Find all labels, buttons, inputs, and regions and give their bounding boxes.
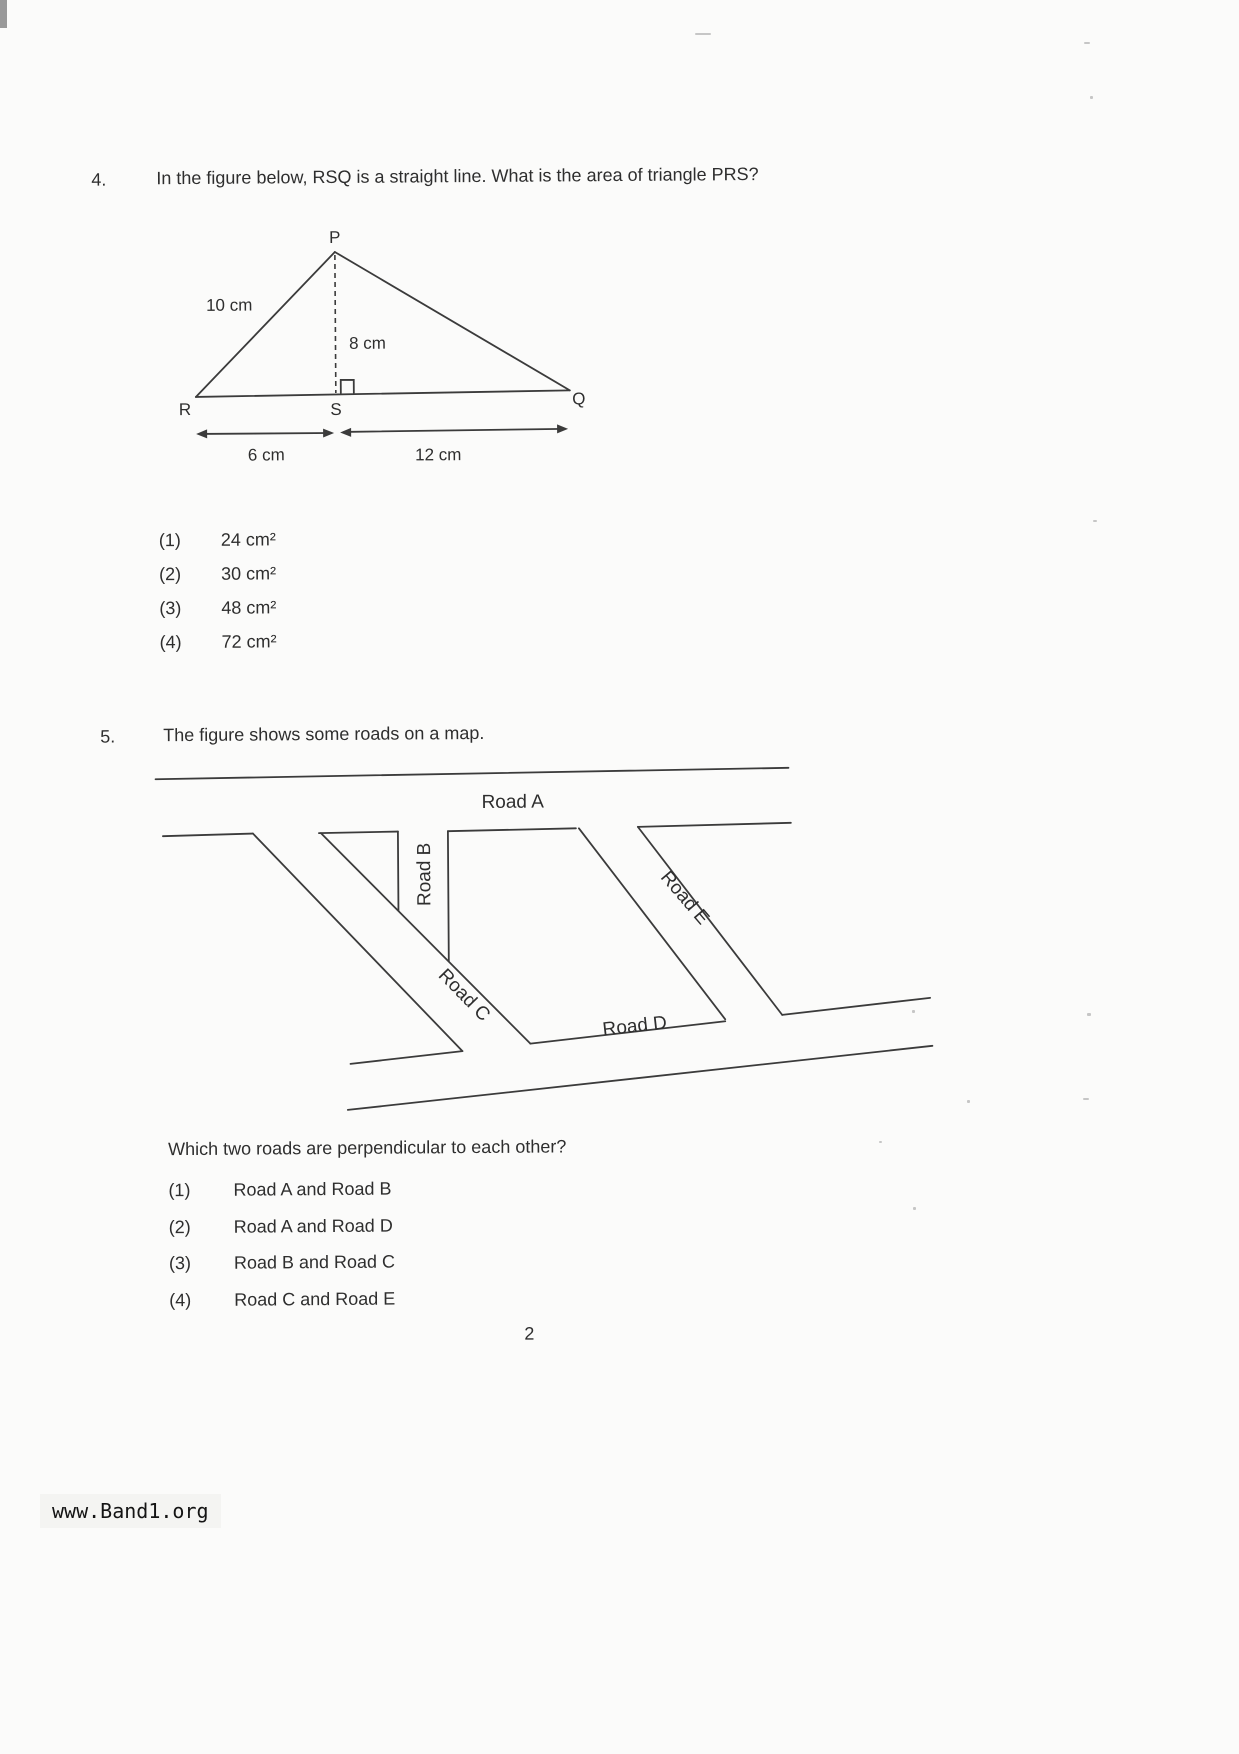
- option-number: (2): [168, 1216, 191, 1237]
- option-row: [169, 1215, 395, 1253]
- height-dashed-line: [335, 255, 336, 393]
- vertex-label-r: R: [178, 399, 192, 420]
- road-a-top-edge: [155, 768, 788, 779]
- option-number: (1): [158, 530, 181, 551]
- arrowhead-right-sq: [557, 424, 568, 433]
- road-c-label: Road C: [433, 964, 495, 1026]
- vertex-label-q: Q: [572, 389, 586, 409]
- arrowhead-left-sq: [340, 428, 351, 437]
- option-value: Road C and Road E: [234, 1288, 396, 1310]
- triangle-base-rq: [196, 390, 570, 397]
- road-d-upper-seg3: [782, 998, 930, 1015]
- road-d-lower-edge: [347, 1046, 932, 1110]
- question-5-intro: The figure shows some roads on a map.: [163, 722, 485, 746]
- triangle-figure: [137, 215, 679, 481]
- road-a-bottom-seg1: [163, 834, 253, 837]
- seg-sq-label: 12 cm: [415, 445, 462, 465]
- arrow-rs: [200, 433, 330, 434]
- triangle-side-pq: [335, 250, 570, 392]
- page-number: 2: [524, 1323, 535, 1344]
- road-d-label: Road D: [601, 1012, 668, 1041]
- option-row: [168, 1179, 394, 1217]
- question-4-text: In the figure below, RSQ is a straight line. What is the area of triangle PRS?: [156, 164, 759, 189]
- road-b-label: Road B: [413, 842, 436, 907]
- vertex-label-p: P: [329, 227, 341, 248]
- option-row: [159, 529, 276, 564]
- option-row: [169, 1252, 395, 1290]
- road-a-bottom-seg2: [319, 832, 398, 834]
- road-e-right-edge: [638, 826, 782, 1016]
- option-value: 24 cm²: [220, 529, 276, 550]
- option-value: Road B and Road C: [233, 1251, 396, 1273]
- road-e-label: Road E: [656, 867, 714, 929]
- option-number: (2): [159, 564, 182, 585]
- option-value: Road A and Road B: [233, 1178, 392, 1200]
- arrowhead-left-rs: [196, 429, 207, 438]
- road-b-left-edge: [398, 832, 399, 911]
- option-row: [160, 631, 277, 666]
- option-value: 48 cm²: [221, 597, 277, 618]
- option-number: (3): [159, 598, 182, 619]
- height-label: 8 cm: [349, 333, 386, 353]
- option-value: 30 cm²: [221, 563, 277, 584]
- question-4-options: [159, 529, 277, 666]
- side-pr-label: 10 cm: [206, 295, 253, 315]
- road-b-right-edge: [448, 831, 449, 961]
- question-5-number: 5.: [100, 726, 116, 747]
- road-a-bottom-seg3: [448, 828, 576, 831]
- option-row: [159, 563, 276, 598]
- right-angle-marker: [341, 380, 354, 393]
- option-number: (1): [168, 1180, 191, 1201]
- question-5-options: [168, 1179, 395, 1327]
- road-a-label: Road A: [481, 791, 544, 813]
- vertex-label-s: S: [330, 399, 342, 420]
- question-5-prompt: Which two roads are perpendicular to each other?: [168, 1136, 567, 1160]
- watermark: www.Band1.org: [40, 1494, 221, 1528]
- option-row: [169, 1288, 395, 1326]
- triangle-side-rp: [195, 252, 336, 397]
- road-e-left-edge: [579, 827, 725, 1020]
- arrowhead-right-rs: [323, 428, 334, 437]
- roadmap-figure: [140, 753, 963, 1129]
- option-number: (3): [168, 1253, 191, 1274]
- road-d-upper-seg1: [350, 1051, 462, 1064]
- option-row: [159, 597, 276, 632]
- option-number: (4): [169, 1289, 192, 1310]
- arrow-sq: [344, 429, 564, 432]
- seg-rs-label: 6 cm: [247, 445, 285, 465]
- option-value: Road A and Road D: [233, 1215, 393, 1237]
- road-a-bottom-seg4: [638, 823, 791, 827]
- option-value: 72 cm²: [221, 631, 277, 652]
- question-4-number: 4.: [91, 169, 107, 190]
- option-number: (4): [159, 632, 182, 653]
